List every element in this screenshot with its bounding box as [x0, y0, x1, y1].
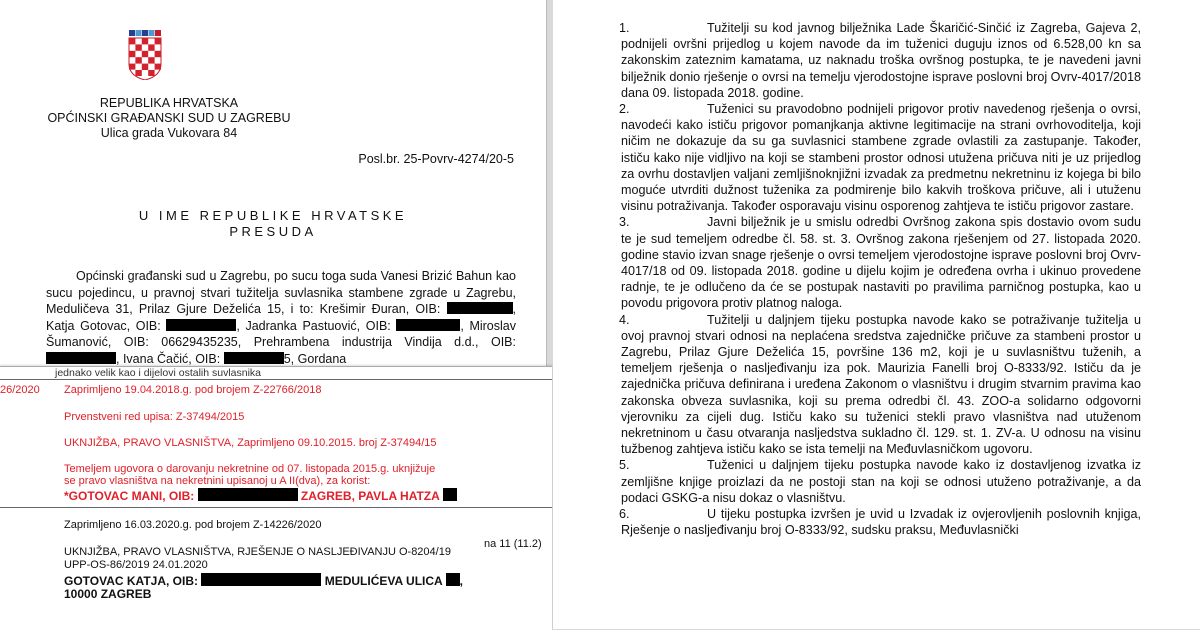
reasoning-list: [621, 20, 1141, 539]
croatian-coat-of-arms-icon: [128, 30, 162, 80]
list-item: [621, 506, 1141, 538]
excerpt-top-fragment: jednako velik kao i dijelovi ostalih suvlasnika: [55, 367, 262, 379]
item-number: 2.: [619, 102, 630, 117]
item-number: 4.: [619, 312, 630, 327]
list-item: [621, 457, 1141, 506]
item-number: 6.: [619, 507, 630, 522]
redaction-block: [198, 488, 298, 501]
entry1-basis-2: se pravo vlasništva na nekretnini upisanoj u A II(dva), za korist:: [64, 475, 371, 487]
entry2-owner-comma: ,: [459, 574, 463, 588]
item-number: 5.: [619, 458, 630, 473]
entry1-owner: [64, 488, 457, 503]
intro-text-6: 5, Gordana: [283, 351, 347, 366]
divider: [0, 507, 552, 508]
court-name: OPĆINSKI GRAĐANSKI SUD U ZAGREBU: [47, 111, 291, 125]
list-item: [621, 101, 1141, 214]
list-item: [621, 214, 1141, 311]
title-line-2: PRESUDA: [229, 224, 317, 239]
entry2-city: 10000 ZAGREB: [64, 587, 152, 601]
entry2-owner: [64, 573, 463, 588]
item-text: Tužitelji su kod javnog bilježnika Lade Škaričić-Sinčić iz Zagreba, Gajeva 2, podnijeli ovršni prijedlog u kojem navode da im tuženici duguju iznos od 6.528,00 kn sa zakonskim zateznim kamatama, uz naknadu troška ovršnog postupka, te je navedeni javni bilježnik donio rješenje o ovrsi na temelju vjerodostojne isprave poslovni broj Ovrv-4017/2018 dana 09. listopada 2018. godine.: [621, 21, 1141, 100]
redaction-block: [201, 573, 321, 586]
court-address: Ulica grada Vukovara 84: [100, 126, 238, 140]
judgment-first-page: [0, 0, 547, 372]
entry2-ref: UPP-OS-86/2019 24.01.2020: [64, 559, 208, 571]
list-item: [621, 312, 1141, 458]
redaction-block: [447, 302, 513, 314]
divider: [0, 379, 552, 380]
title-line-1: U IME REPUBLIKE HRVATSKE: [138, 208, 408, 223]
redaction-block: [166, 319, 236, 331]
redaction-block: [46, 352, 116, 364]
entry1-priority: Prvenstveni red upisa: Z-37494/2015: [64, 411, 245, 423]
item-text: Tužitelji u daljnjem tijeku postupka navode kako se potraživanje tužitelja u ovoj pravnoj stvari odnosi na neplaćena sredstva zajedničke pričuve za stambeni prostor u Zagrebu, Prilaz Gjure Deželića 15, površine 136 m2, koji je u suvlasništvu tuženih, a temeljem rješenja o nasljeđivanju iza pok. Maurizia Fanelli broj O-8333/92. Ističu da je zajednička pričuva definirana i uređena Zakonom o vlasništvu i drugim stvarnim pravima kao zakonska obveza suvlasnika, koji su prema odredbi čl. 43. ZOO-a solidarno odgovorni vjerovniku za cijeli dug. Ističu kako su tuženici stekli pravo vlasništva nad utuženom nekretninom u času otvaranja nasljedstva sukladno čl. 129. st. 1. ZV-a. U odnosu na visinu tužbenog zahtjeva ističu kako se ista temelji na Međuvlasničkom ugovoru.: [621, 312, 1141, 457]
land-register-excerpt: [0, 366, 552, 630]
intro-text-4: , Miroslav Šumanović, OIB: 06629435235, Prehrambena industrija Vindija d.d., OIB:: [46, 318, 516, 349]
entry1-owner-address: ZAGREB, PAVLA HATZA: [300, 489, 440, 503]
entry1-title: UKNJIŽBA, PRAVO VLASNIŠTVA, Zaprimljeno 09.10.2015. broj Z-37494/15: [64, 437, 437, 449]
intro-text-2: , Katja Gotovac, OIB:: [46, 302, 517, 333]
case-number: Posl.br. 25-Povrv-4274/20-5: [358, 152, 514, 166]
redaction-block: [224, 352, 284, 364]
redaction-block: [446, 573, 460, 586]
entry1-received: Zaprimljeno 19.04.2018.g. pod brojem Z-22766/2018: [64, 384, 322, 396]
entry2-owner-address: MEDULIĆEVA ULICA: [324, 574, 443, 588]
item-number: 1.: [619, 21, 630, 35]
intro-text-3: , Jadranka Pastuović, OIB:: [236, 318, 391, 333]
redaction-block: [443, 488, 457, 501]
excerpt-side-fragment: 26/2020: [0, 384, 40, 396]
item-text: Javni bilježnik je u smislu odredbi Ovršnog zakona spis dostavio ovom sudu te je sud temeljem odredbe čl. 58. st. 3. Ovršnog zakona rješenjem od 27. listopada 2020. godine stavio izvan snage rješenje o ovrsi temeljem vjerodostojne isprave poslovni broj Ovrv-4017/18 od 09. listopada 2018. godine u dijelu kojim je određena ovrha i ukinuo provedene radnje, te je odlučeno da će se postupak nastaviti po pravilima parničnog postupka, kao u povodu prigovora protiv platnog naloga.: [621, 215, 1141, 311]
intro-text-1: Općinski građanski sud u Zagrebu, po sucu toga suda Vanesi Brizić Bahun kao sucu pojedincu, u pravnoj stvari tužitelja suvlasnika stambene zgrade u Zagrebu, Meduličeva 31, Prilaz Gjure Deželića 15, i to: Krešimir Đuran, OIB:: [46, 269, 516, 316]
item-text: U tijeku postupka izvršen je uvid u Izvadak iz ovjerovljenih poslovnih knjiga, Rješenje o nasljeđivanju broj O-8333/92, sudsku praksu, Međuvlasnički: [621, 507, 1141, 538]
entry1-owner-name: *GOTOVAC MANI, OIB:: [64, 489, 195, 503]
state-name: REPUBLIKA HRVATSKA: [99, 96, 239, 110]
redaction-block: [396, 319, 460, 331]
judgment-title: [0, 208, 546, 240]
entry1-basis-1: Temeljem ugovora o darovanju nekretnine od 07. listopada 2015.g. uknjižuje: [64, 463, 436, 475]
item-number: 3.: [619, 215, 630, 230]
item-text: Tuženici u daljnjem tijeku postupka navode kako iz dostavljenog izvatka iz zemljišne knjige proizlazi da ne postoji stan na koji se odnosi utuženo potraživanje, a da podaci GSKG-a nisu dokaz o vlasništvu.: [621, 458, 1141, 505]
entry2-title: UKNJIŽBA, PRAVO VLASNIŠTVA, RJEŠENJE O NASLJEĐIVANJU O-8204/19: [64, 546, 451, 558]
judgment-intro: [46, 268, 516, 367]
intro-text-5: , Ivana Čačić, OIB:: [116, 351, 221, 366]
entry2-received: Zaprimljeno 16.03.2020.g. pod brojem Z-14226/2020: [64, 519, 322, 531]
judgment-reasoning-page: [553, 0, 1200, 629]
item-text: Tuženici su pravodobno podnijeli prigovor protiv navedenog rješenja o ovrsi, navodeći kako ističu prigovor pomanjkanja aktivne legitimacije na strani ovrhovoditelja, koji ničim ne dokazuje da su ga suvlasnici stambene zgrade ovlastili za zastupanje. Također, ističu kako nije vidljivo na koji se stambeni prostor odnosi utužena pričuva niti je uz prijedlog za ovrhu dostavljen valjani zemljišnoknjižni izvadak za predmetnu nekretninu iz kojega bi bilo moguće utvrditi dužnost tuženika za podmirenje bilo kakvih troškova pričuve, ali i utuženu visinu potraživanja. Također osporavaju visinu osporenog zahtjeva te ističu prigovor zastare.: [621, 102, 1141, 214]
court-header: [24, 96, 314, 141]
entry2-owner-name: GOTOVAC KATJA, OIB:: [64, 574, 199, 588]
list-item: [621, 20, 1141, 101]
share-reference: na 11 (11.2): [484, 538, 542, 550]
